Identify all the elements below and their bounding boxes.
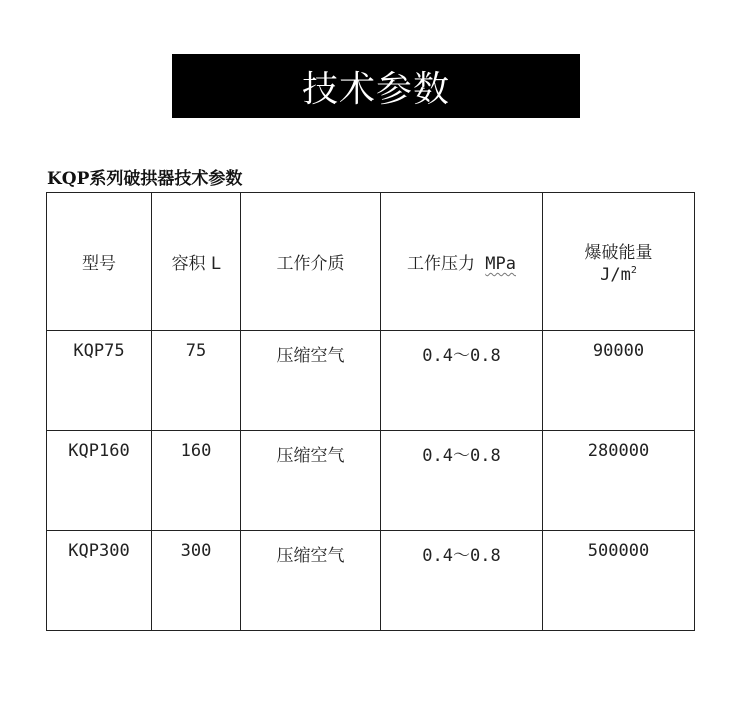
header-energy-unit: $J/m^2$	[600, 265, 637, 285]
spec-table	[46, 192, 695, 631]
page-title-banner	[172, 54, 580, 118]
cell-medium: 压缩空气	[241, 331, 381, 431]
cell-pressure: 0.4～0.8	[381, 531, 543, 631]
header-medium: 工作介质	[241, 193, 381, 331]
table-row	[47, 431, 695, 531]
table-row	[47, 531, 695, 631]
page-title: 技术参数	[301, 68, 450, 110]
cell-volume: 75	[152, 331, 241, 431]
cell-medium: 压缩空气	[241, 431, 381, 531]
cell-model: KQP160	[47, 431, 152, 531]
cell-medium: 压缩空气	[241, 531, 381, 631]
cell-model: KQP300	[47, 531, 152, 631]
table-header-row	[47, 193, 695, 331]
table-row	[47, 331, 695, 431]
cell-energy: 500000	[543, 531, 695, 631]
table-caption: KQP系列破拱器技术参数	[47, 169, 243, 189]
cell-volume: 160	[152, 431, 241, 531]
cell-energy: 280000	[543, 431, 695, 531]
cell-energy: 90000	[543, 331, 695, 431]
header-model: 型号	[47, 193, 152, 331]
header-pressure-unit: MPa	[485, 254, 516, 274]
header-energy: 爆破能量 $J/m^2$	[543, 193, 695, 331]
cell-volume: 300	[152, 531, 241, 631]
header-pressure: 工作压力 MPa	[381, 193, 543, 331]
cell-model: KQP75	[47, 331, 152, 431]
header-volume: 容积 L	[152, 193, 241, 331]
cell-pressure: 0.4～0.8	[381, 431, 543, 531]
cell-pressure: 0.4～0.8	[381, 331, 543, 431]
